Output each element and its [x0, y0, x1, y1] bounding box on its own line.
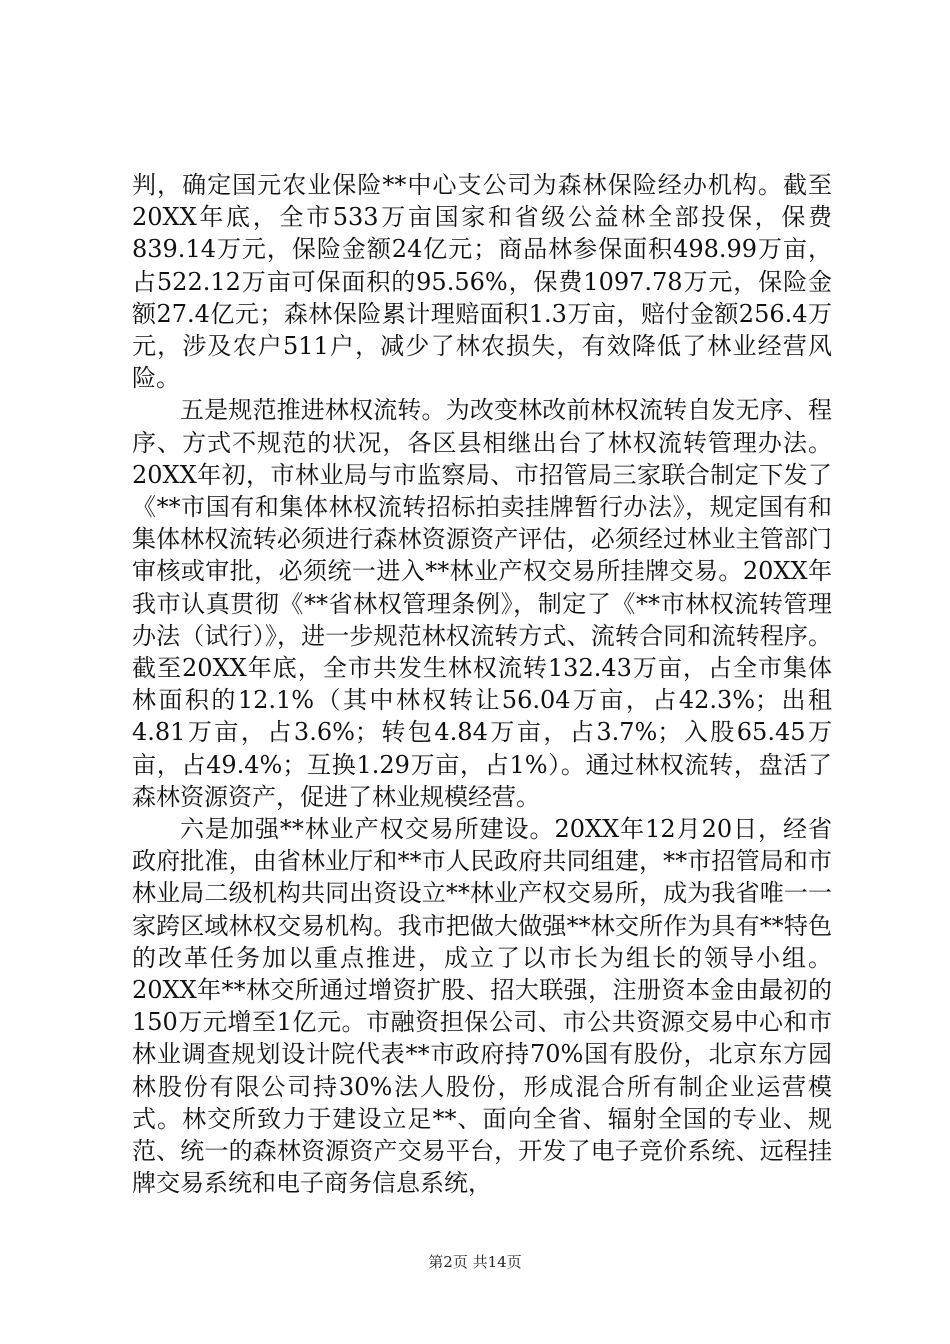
- paragraph-property-exchange: 六是加强**林业产权交易所建设。20XX年12月20日，经省政府批准，由省林业厅和**市人民政府共同组建，**市招管局和市林业局二级机构共同出资设立**林业产权交易所，成为我省唯一一家跨区域林权交易机构。我市把做大做强**林交所作为具有**特色的改革任务加以重点推进，成立了以市长为组长的领导小组。20XX年**林交所通过增资扩股、招大联强，注册资本金由最初的150万元增至1亿元。市融资担保公司、市公共资源交易中心和市林业调查规划设计院代表**市政府持70%国有股份，北京东方园林股份有限公司持30%法人股份，形成混合所有制企业运营模式。林交所致力于建设立足**、面向全省、辐射全国的专业、规范、统一的森林资源资产交易平台，开发了电子竞价系统、远程挂牌交易系统和电子商务信息系统，: [132, 815, 832, 1198]
- body-text: [132, 169, 832, 1200]
- paragraph-insurance: 判，确定国元农业保险**中心支公司为森林保险经办机构。截至20XX年底，全市533万亩国家和省级公益林全部投保，保费839.14万元，保险金额24亿元；商品林参保面积498.99万亩，占522.12万亩可保面积的95.56%，保费1097.78万元，保险金额27.4亿元；森林保险累计理赔面积1.3万亩，赔付金额256.4万元，涉及农户511户，减少了林农损失，有效降低了林业经营风险。: [132, 171, 832, 393]
- page-footer: 第2页 共14页: [428, 1253, 522, 1271]
- paragraph-forest-rights-transfer: 五是规范推进林权流转。为改变林改前林权流转自发无序、程序、方式不规范的状况，各区县相继出台了林权流转管理办法。20XX年初，市林业局与市监察局、市招管局三家联合制定下发了《**市国有和集体林权流转招标拍卖挂牌暂行办法》，规定国有和集体林权流转必须进行森林资源资产评估，必须经过林业主管部门审核或审批，必须统一进入**林业产权交易所挂牌交易。20XX年我市认真贯彻《**省林权管理条例》，制定了《**市林权流转管理办法（试行）》，进一步规范林权流转方式、流转合同和流转程序。截至20XX年底，全市共发生林权流转132.43万亩，占全市集体林面积的12.1%（其中林权转让56.04万亩，占42.3%；出租4.81万亩，占3.6%；转包4.84万亩，占3.7%；入股65.45万亩，占49.4%；互换1.29万亩，占1%）。通过林权流转，盘活了森林资源资产，促进了林业规模经营。: [132, 396, 832, 811]
